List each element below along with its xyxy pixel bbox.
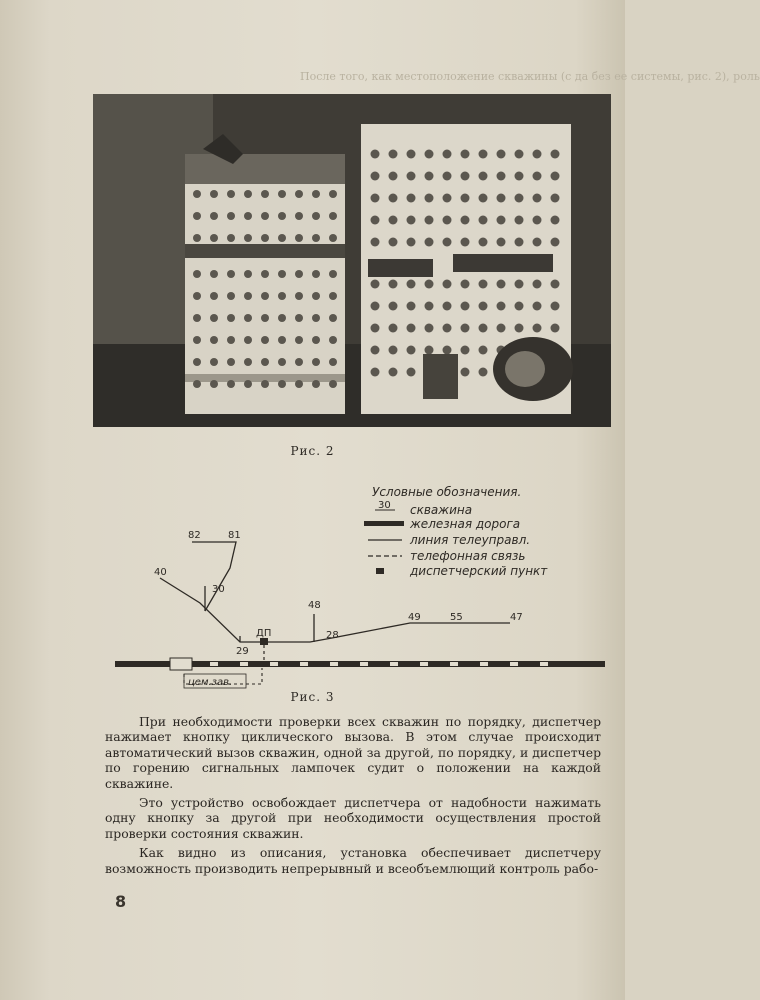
figure-2-caption: Рис. 2	[290, 444, 335, 458]
legend-dispatch-label: диспетчерский пункт	[410, 564, 548, 578]
legend-title: Условные обозначения.	[372, 485, 522, 499]
paragraph: Как видно из описания, установка обеспечивает диспетчеру возможность производить непрерывный и всеобъемлющий контроль рабо-	[105, 845, 601, 876]
well-label: 49	[408, 612, 421, 623]
legend-control-line-label: линия телеуправл.	[410, 533, 531, 547]
well-label: 28	[326, 630, 339, 641]
paragraph: При необходимости проверки всех скважин по порядку, диспетчер нажимает кнопку циклического вызова. В этом случае происходит автоматический вызов скважин, одной за другой, по порядку, и диспетчер по горению сигнальных лампочек судит о положении на каждой скважине.	[105, 714, 601, 791]
well-label: 82	[188, 530, 201, 541]
well-label: 55	[450, 612, 463, 623]
legend-railway-symbol	[364, 521, 404, 526]
legend-well-label: скважина	[410, 503, 473, 517]
legend-railway-label: железная дорога	[410, 517, 521, 531]
page-number: 8	[115, 892, 127, 911]
body-text	[105, 714, 601, 880]
well-label: 81	[228, 530, 241, 541]
well-label: 29	[236, 646, 249, 657]
well-label: 40	[154, 567, 167, 578]
station-label: цем.зав.	[188, 677, 233, 688]
bleed-through-header: После того, как местоположение скважины (с да без ее системы, рис. 2), роль	[300, 70, 760, 83]
branch-82-81-30	[192, 542, 236, 611]
legend-well-number: 30	[378, 500, 391, 511]
panel-photo	[93, 94, 611, 427]
station-building	[170, 658, 192, 670]
figure-3-caption: Рис. 3	[290, 690, 335, 704]
dispatch-point	[260, 638, 268, 645]
well-label: 30	[212, 584, 225, 595]
well-label: ДП	[256, 628, 272, 639]
well-label: 48	[308, 600, 321, 611]
legend-phone-label: телефонная связь	[410, 549, 526, 563]
panel-photo-drawing	[93, 94, 611, 427]
well-label: 47	[510, 612, 523, 623]
paragraph: Это устройство освобождает диспетчера от надобности нажимать одну кнопку за другой при необходимости осуществления простой проверки состояния скважин.	[105, 795, 601, 841]
legend-dispatch-symbol	[376, 568, 384, 574]
well-network-diagram	[110, 478, 610, 688]
